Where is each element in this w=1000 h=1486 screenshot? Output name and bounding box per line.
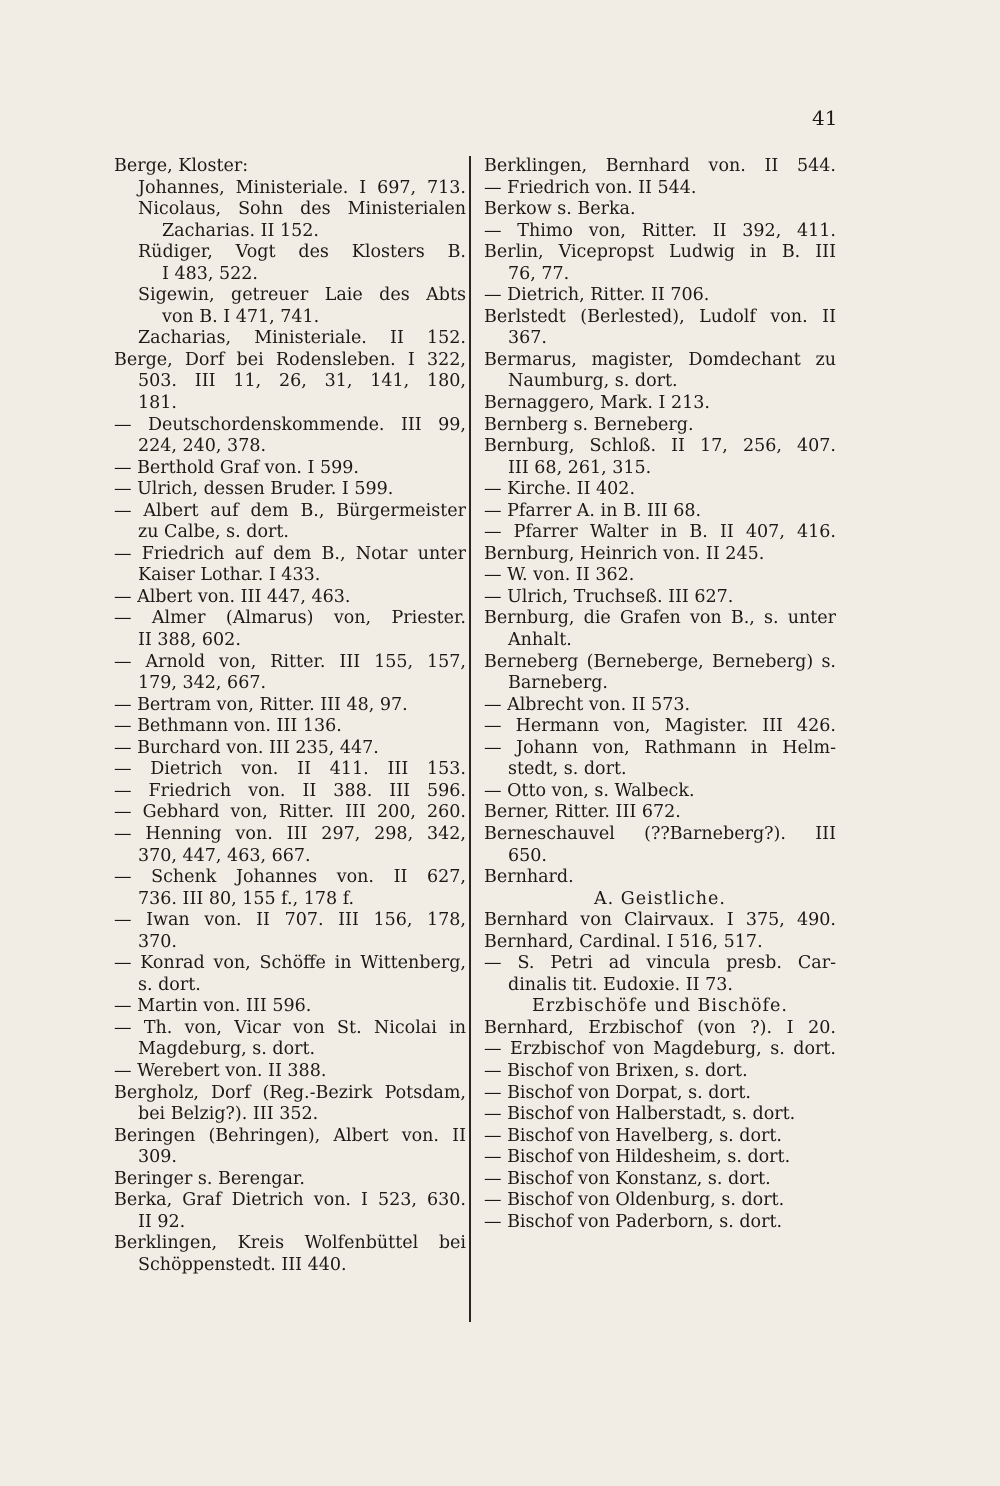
section-heading: Erzbischöfe und Bischöfe.: [532, 996, 788, 1017]
index-entry: — Hermann von, Magister. III 426.: [484, 716, 836, 737]
index-entry-continuation: Schöppenstedt. III 440.: [138, 1254, 347, 1275]
index-entry: Bergholz, Dorf (Reg.-Bezirk Potsdam,: [114, 1082, 466, 1103]
index-entry-continuation: Kaiser Lothar. I 433.: [138, 565, 321, 586]
index-entry: — Bethmann von. III 136.: [114, 716, 342, 737]
index-entry: — Bischof von Konstanz, s. dort.: [484, 1168, 771, 1189]
index-entry: — Johann von, Rathmann in Helm-: [484, 737, 836, 758]
index-entry-continuation: 367.: [508, 328, 547, 349]
index-entry: Bernburg, Schloß. II 17, 256, 407.: [484, 436, 836, 457]
index-entry: Berge, Kloster:: [114, 156, 249, 176]
left-column: [114, 156, 466, 1276]
index-entry: Bernberg s. Berneberg.: [484, 414, 694, 435]
index-entry: — W. von. II 362.: [484, 565, 635, 586]
index-entry: — Albert auf dem B., Bürgermeister: [114, 500, 466, 521]
index-entry: — Burchard von. III 235, 447.: [114, 737, 379, 758]
index-entry: Beringer s. Berengar.: [114, 1168, 305, 1189]
index-entry: — Dietrich, Ritter. II 706.: [484, 285, 710, 306]
index-entry-continuation: stedt, s. dort.: [508, 759, 627, 780]
index-entry-continuation: I 483, 522.: [162, 263, 258, 284]
index-entry: Beringen (Behringen), Albert von. II: [114, 1125, 466, 1146]
index-entry-continuation: Naumburg, s. dort.: [508, 371, 678, 392]
index-entry-continuation: II 92.: [138, 1211, 186, 1232]
index-entry: — Erzbischof von Magdeburg, s. dort.: [484, 1039, 836, 1060]
index-entry: — Berthold Graf von. I 599.: [114, 457, 359, 478]
index-entry: — Iwan von. II 707. III 156, 178,: [114, 910, 466, 931]
index-entry: Berkow s. Berka.: [484, 199, 636, 220]
index-entry: — Thimo von, Ritter. II 392, 411.: [484, 220, 836, 241]
index-entry-continuation: Anhalt.: [508, 630, 572, 651]
index-entry-continuation: II 388, 602.: [138, 630, 241, 651]
index-entry: — Bischof von Brixen, s. dort.: [484, 1060, 748, 1081]
index-entry: — S. Petri ad vincula presb. Car-: [484, 953, 836, 974]
index-entry: Bernaggero, Mark. I 213.: [484, 393, 710, 414]
index-entry: Bernhard von Clairvaux. I 375, 490.: [484, 910, 836, 931]
index-entry: — Werebert von. II 388.: [114, 1060, 327, 1081]
index-entry-continuation: Barneberg.: [508, 673, 608, 694]
index-entry: — Otto von, s. Walbeck.: [484, 780, 695, 801]
index-entry: — Friedrich von. II 388. III 596.: [114, 780, 466, 801]
index-entry: — Almer (Almarus) von, Priester.: [114, 608, 466, 629]
index-entry-continuation: Rüdiger, Vogt des Klosters B.: [138, 242, 466, 263]
index-entry: Berlstedt (Berlested), Ludolf von. II: [484, 306, 836, 327]
index-entry: — Martin von. III 596.: [114, 996, 312, 1017]
index-entry: — Friedrich von. II 544.: [484, 177, 697, 198]
index-entry-continuation: Johannes, Ministeriale. I 697, 713.: [138, 177, 466, 198]
index-entry: — Arnold von, Ritter. III 155, 157,: [114, 651, 466, 672]
index-entry: Bernburg, Heinrich von. II 245.: [484, 543, 765, 564]
index-entry: Bernburg, die Grafen von B., s. unter: [484, 608, 836, 629]
index-entry: Berneberg (Berneberge, Berneberg) s.: [484, 651, 836, 672]
index-entry: — Konrad von, Schöffe in Wittenberg,: [114, 953, 466, 974]
index-entry: — Bischof von Havelberg, s. dort.: [484, 1125, 782, 1146]
index-entry: — Pfarrer A. in B. III 68.: [484, 500, 702, 521]
index-entry-continuation: Sigewin, getreuer Laie des Abts: [138, 285, 466, 306]
column-divider: [469, 156, 471, 1322]
index-entry: — Albert von. III 447, 463.: [114, 586, 351, 607]
index-entry-continuation: 309.: [138, 1147, 177, 1168]
index-entry: — Ulrich, dessen Bruder. I 599.: [114, 479, 394, 500]
index-entry: — Ulrich, Truchseß. III 627.: [484, 586, 734, 607]
index-entry: — Bertram von, Ritter. III 48, 97.: [114, 694, 408, 715]
index-entry-continuation: 650.: [508, 845, 547, 866]
index-entry: Berneschauvel (??Barneberg?). III: [484, 823, 836, 844]
index-entry: Bernhard, Erzbischof (von ?). I 20.: [484, 1017, 836, 1038]
index-entry-continuation: 370, 447, 463, 667.: [138, 845, 311, 866]
index-entry: — Henning von. III 297, 298, 342,: [114, 823, 466, 844]
index-entry: — Gebhard von, Ritter. III 200, 260.: [114, 802, 466, 823]
index-entry: — Bischof von Halberstadt, s. dort.: [484, 1104, 796, 1125]
index-entry: Bernhard, Cardinal. I 516, 517.: [484, 931, 763, 952]
index-entry: Berner, Ritter. III 672.: [484, 802, 681, 823]
index-entry: — Th. von, Vicar von St. Nicolai in: [114, 1017, 466, 1038]
index-entry-continuation: von B. I 471, 741.: [162, 306, 320, 327]
index-entry: — Schenk Johannes von. II 627,: [114, 867, 466, 888]
index-entry: Bermarus, magister, Domdechant zu: [484, 349, 836, 370]
index-entry: Berka, Graf Dietrich von. I 523, 630.: [114, 1190, 466, 1211]
index-entry: — Dietrich von. II 411. III 153.: [114, 759, 466, 780]
index-entry-continuation: 181.: [138, 393, 177, 414]
index-entry-continuation: 736. III 80, 155 f., 178 f.: [138, 888, 355, 909]
index-entry: Berklingen, Kreis Wolfenbüttel bei: [114, 1233, 466, 1254]
index-entry-continuation: III 68, 261, 315.: [508, 457, 652, 478]
index-entry: Bernhard.: [484, 867, 574, 888]
section-heading: A. Geistliche.: [594, 888, 726, 909]
index-entry: — Albrecht von. II 573.: [484, 694, 691, 715]
index-entry-continuation: Zacharias. II 152.: [162, 220, 319, 241]
index-entry: Berlin, Vicepropst Ludwig in B. III: [484, 242, 836, 263]
index-entry: — Deutschordenskommende. III 99,: [114, 414, 466, 435]
index-entry-continuation: Magdeburg, s. dort.: [138, 1039, 316, 1060]
index-entry-continuation: 224, 240, 378.: [138, 436, 267, 457]
index-entry-continuation: 76, 77.: [508, 263, 570, 284]
index-entry: — Kirche. II 402.: [484, 479, 636, 500]
index-entry-continuation: 503. III 11, 26, 31, 141, 180,: [138, 371, 466, 392]
index-entry: — Bischof von Dorpat, s. dort.: [484, 1082, 751, 1103]
index-entry: — Bischof von Oldenburg, s. dort.: [484, 1190, 785, 1211]
index-entry: Berge, Dorf bei Rodensleben. I 322,: [114, 349, 466, 370]
index-entry: Berklingen, Bernhard von. II 544.: [484, 156, 836, 176]
index-entry-continuation: zu Calbe, s. dort.: [138, 522, 289, 543]
index-entry-continuation: Zacharias, Ministeriale. II 152.: [138, 328, 466, 349]
index-entry: — Bischof von Hildesheim, s. dort.: [484, 1147, 791, 1168]
right-column: [484, 156, 836, 1233]
index-entry: — Pfarrer Walter in B. II 407, 416.: [484, 522, 836, 543]
page-number: 41: [812, 106, 838, 130]
index-entry: — Bischof von Paderborn, s. dort.: [484, 1211, 783, 1232]
index-entry-continuation: 370.: [138, 931, 177, 952]
index-entry-continuation: 179, 342, 667.: [138, 673, 267, 694]
index-entry-continuation: dinalis tit. Eudoxie. II 73.: [508, 974, 733, 995]
index-entry-continuation: bei Belzig?). III 352.: [138, 1104, 319, 1125]
index-entry-continuation: s. dort.: [138, 974, 201, 995]
index-entry: — Friedrich auf dem B., Notar unter: [114, 543, 466, 564]
index-entry-continuation: Nicolaus, Sohn des Ministerialen: [138, 199, 466, 220]
